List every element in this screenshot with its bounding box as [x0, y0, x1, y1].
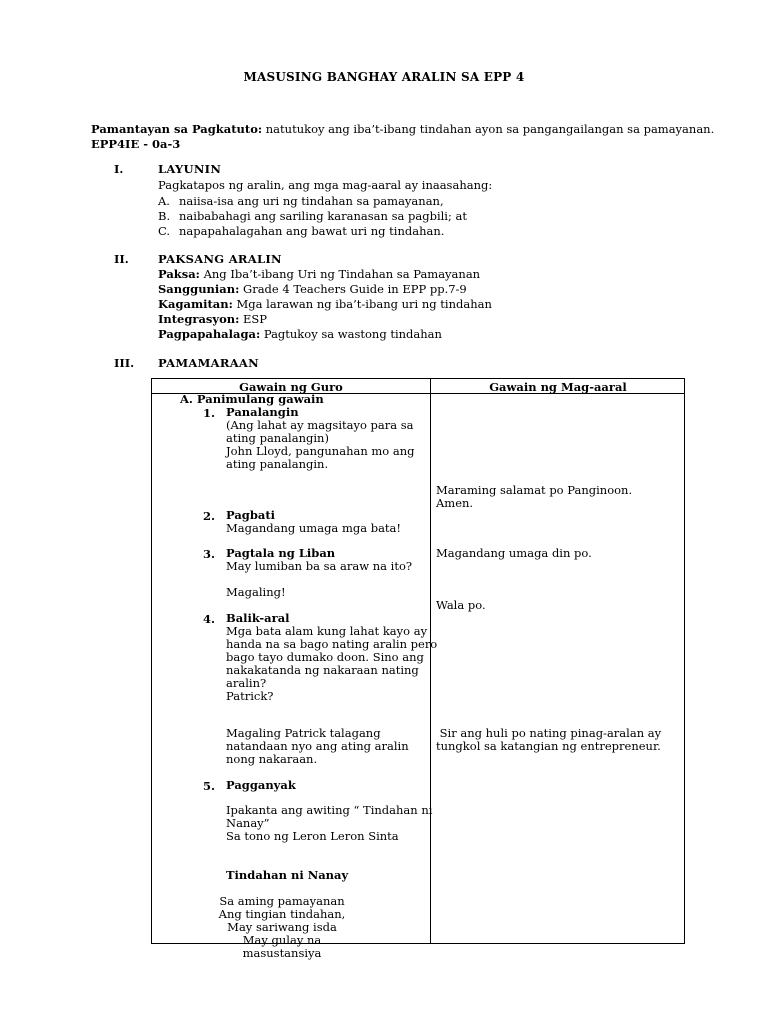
- header-magaaral: Gawain ng Mag-aaral: [489, 380, 627, 394]
- step-title: Pagganyak: [226, 778, 296, 792]
- section-pamamaraan-numeral: III.: [114, 356, 135, 370]
- guro-text: Magandang umaga mga bata!: [226, 521, 402, 535]
- paksang-row: Paksa: Ang Iba’t-ibang Uri ng Tindahan sa Pamayanan: [158, 267, 481, 281]
- paksang-row: Pagpapahalaga: Pagtukoy sa wastong tindahan: [158, 327, 442, 341]
- step-number: 1.: [203, 406, 216, 420]
- objective-item: [158, 209, 467, 223]
- step-number: 3.: [203, 547, 216, 561]
- magaaral-text: Sir ang huli po nating pinag-aralan ay tungkol sa katangian ng entrepreneur.: [436, 726, 662, 753]
- objective-item: [158, 224, 444, 238]
- learning-standard: [91, 122, 731, 152]
- step-title: Balik-aral: [226, 611, 290, 625]
- objective-text: naibabahagi ang sariling karanasan sa pagbili; at: [179, 209, 467, 223]
- section-pamamaraan-title: PAMAMARAAN: [158, 356, 259, 370]
- guro-text: Magaling Patrick talagang natandaan nyo ang ating aralin nong nakaraan.: [226, 726, 409, 766]
- objective-item: [158, 194, 444, 208]
- step-number: 5.: [203, 779, 216, 793]
- section-paksang-title: PAKSANG ARALIN: [158, 252, 282, 266]
- objective-letter: C.: [158, 224, 171, 238]
- guro-text: Magaling!: [226, 585, 286, 599]
- lesson-table: [151, 378, 685, 960]
- guro-text: Mga bata alam kung lahat kayo ay handa na sa bago nating aralin pero bago tayo dumako doon. Sino ang nakakatanda ng nakaraan nating aralin? Patrick?: [226, 624, 438, 703]
- header-guro: Gawain ng Guro: [239, 380, 343, 394]
- step-title: Pagbati: [226, 508, 276, 522]
- magaaral-text: Maraming salamat po Panginoon. Amen.: [436, 483, 633, 510]
- step-title: Panalangin: [226, 405, 299, 419]
- document-title: MASUSING BANGHAY ARALIN SA EPP 4: [243, 70, 525, 84]
- objective-text: naiisa-isa ang uri ng tindahan sa pamayanan,: [179, 194, 444, 208]
- guro-text: May lumiban ba sa araw na ito?: [226, 559, 413, 573]
- standard-text: natutukoy ang iba’t-ibang tindahan ayon sa pangangailangan sa pamayanan.: [262, 122, 715, 136]
- paksang-row: Integrasyon: ESP: [158, 312, 268, 326]
- guro-text: (Ang lahat ay magsitayo para sa ating panalangin) John Lloyd, pangunahan mo ang ating panalangin.: [226, 418, 415, 471]
- section-layunin-numeral: I.: [114, 162, 124, 176]
- objective-letter: A.: [158, 194, 170, 208]
- step-title: Pagtala ng Liban: [226, 546, 336, 560]
- step-number: 4.: [203, 612, 216, 626]
- paksang-row: Sanggunian: Grade 4 Teachers Guide in EPP pp.7-9: [158, 282, 467, 296]
- guro-text: Ipakanta ang awiting “ Tindahan ni Nanay” Sa tono ng Leron Leron Sinta: [226, 803, 433, 843]
- part-a-title: A. Panimulang gawain: [180, 392, 324, 406]
- song-lyrics: Sa aming pamayanan Ang tingian tindahan, May sariwang isda May gulay na masustansiya: [218, 894, 346, 960]
- objective-letter: B.: [158, 209, 171, 223]
- section-layunin-title: LAYUNIN: [158, 162, 222, 176]
- magaaral-text: Magandang umaga din po.: [436, 546, 592, 560]
- standard-label: Pamantayan sa Pagkatuto:: [91, 122, 263, 136]
- song-title: Tindahan ni Nanay: [226, 868, 349, 882]
- standard-code: EPP4IE - 0a-3: [91, 137, 181, 151]
- paksang-details: [158, 267, 492, 342]
- paksang-row: Kagamitan: Mga larawan ng iba’t-ibang uri ng tindahan: [158, 297, 492, 311]
- layunin-intro: Pagkatapos ng aralin, ang mga mag-aaral ay inaasahang:: [158, 178, 493, 192]
- section-paksang-numeral: II.: [114, 252, 129, 266]
- objective-text: napapahalagahan ang bawat uri ng tindahan.: [179, 224, 445, 238]
- magaaral-text: Wala po.: [436, 598, 486, 612]
- step-number: 2.: [203, 509, 216, 523]
